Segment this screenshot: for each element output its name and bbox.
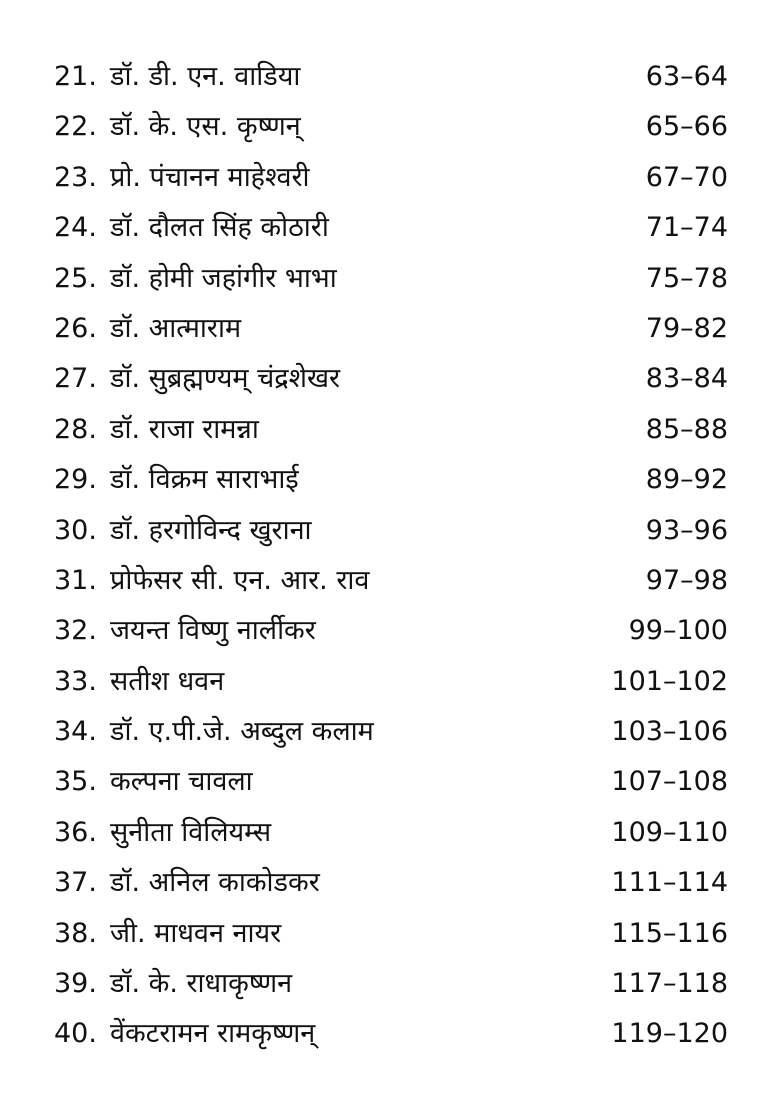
entry-title: वेंकटरामन रामकृष्णन् [110,1018,316,1050]
entry-number: 37. [54,867,97,899]
toc-entry-36 [0,808,780,858]
entry-number: 35. [54,766,97,798]
toc-entry-21 [0,52,780,102]
entry-pages: 85–88 [645,413,728,445]
entry-title: डॉ. डी. एन. वाडिया [110,61,301,92]
entry-pages: 109–110 [611,816,728,848]
entry-number: 38. [54,917,97,949]
entry-number: 27. [54,363,97,395]
entry-number: 22. [54,111,97,143]
entry-title: डॉ. अनिल काकोडकर [110,867,320,899]
toc-entry-22 [0,102,780,152]
toc-entry-30 [0,506,780,556]
toc-entry-27 [0,354,780,404]
entry-title: डॉ. ए.पी.जे. अब्दुल कलाम [110,716,374,748]
entry-title: डॉ. विक्रम साराभाई [110,464,299,496]
toc-entry-29 [0,455,780,505]
entry-pages: 117–118 [611,968,728,1000]
entry-number: 39. [54,968,97,1000]
toc-entry-40 [0,1009,780,1059]
entry-pages: 93–96 [645,514,728,546]
entry-pages: 83–84 [645,363,728,395]
toc-entry-26 [0,304,780,354]
entry-number: 34. [54,716,97,748]
toc-entry-33 [0,657,780,707]
entry-title: कल्पना चावला [110,766,253,798]
entry-title: डॉ. राजा रामन्ना [110,413,259,445]
entry-title: डॉ. हरगोविन्द खुराना [110,514,312,546]
toc-entry-39 [0,959,780,1009]
toc-entry-24 [0,203,780,253]
entry-pages: 107–108 [611,766,728,798]
entry-pages: 71–74 [645,212,728,244]
toc-entry-35 [0,757,780,807]
entry-number: 24. [54,212,97,244]
entry-number: 33. [54,665,97,697]
entry-title: डॉ. दौलत सिंह कोठारी [110,212,329,244]
toc-entry-32 [0,606,780,656]
entry-title: सतीश धवन [110,665,225,697]
entry-pages: 119–120 [611,1018,728,1050]
entry-number: 25. [54,262,97,294]
toc-entry-37 [0,858,780,908]
entry-pages: 65–66 [645,111,728,143]
entry-pages: 115–116 [611,917,728,949]
entry-number: 26. [54,312,97,344]
entry-pages: 97–98 [645,564,728,596]
entry-title: जी. माधवन नायर [110,917,282,949]
entry-pages: 79–82 [645,312,728,344]
entry-number: 30. [54,514,97,546]
entry-number: 40. [54,1018,97,1050]
entry-number: 36. [54,816,97,848]
entry-title: प्रो. पंचानन माहेश्वरी [110,161,310,193]
entry-title: डॉ. के. राधाकृष्णन [110,968,293,1000]
table-of-contents [0,52,780,1060]
entry-pages: 103–106 [611,716,728,748]
toc-entry-28 [0,405,780,455]
entry-pages: 75–78 [645,262,728,294]
entry-pages: 67–70 [645,161,728,193]
entry-title: डॉ. होमी जहांगीर भाभा [110,262,337,294]
entry-number: 29. [54,464,97,496]
entry-pages: 111–114 [611,867,728,899]
entry-title: डॉ. आत्माराम [110,312,242,344]
toc-entry-31 [0,556,780,606]
entry-number: 31. [54,564,97,596]
entry-pages: 89–92 [645,464,728,496]
toc-entry-25 [0,254,780,304]
entry-number: 32. [54,615,97,647]
entry-pages: 63–64 [645,61,728,92]
entry-number: 21. [54,61,97,92]
entry-number: 28. [54,413,97,445]
entry-pages: 99–100 [628,615,728,647]
entry-title: सुनीता विलियम्स [110,816,272,848]
toc-entry-38 [0,909,780,959]
entry-number: 23. [54,161,97,193]
toc-entry-23 [0,153,780,203]
entry-pages: 101–102 [611,665,728,697]
entry-title: डॉ. के. एस. कृष्णन् [110,111,301,143]
entry-title: प्रोफेसर सी. एन. आर. राव [110,564,370,596]
entry-title: डॉ. सुब्रह्मण्यम् चंद्रशेखर [110,363,341,395]
toc-entry-34 [0,707,780,757]
entry-title: जयन्त विष्णु नार्लीकर [110,615,316,647]
